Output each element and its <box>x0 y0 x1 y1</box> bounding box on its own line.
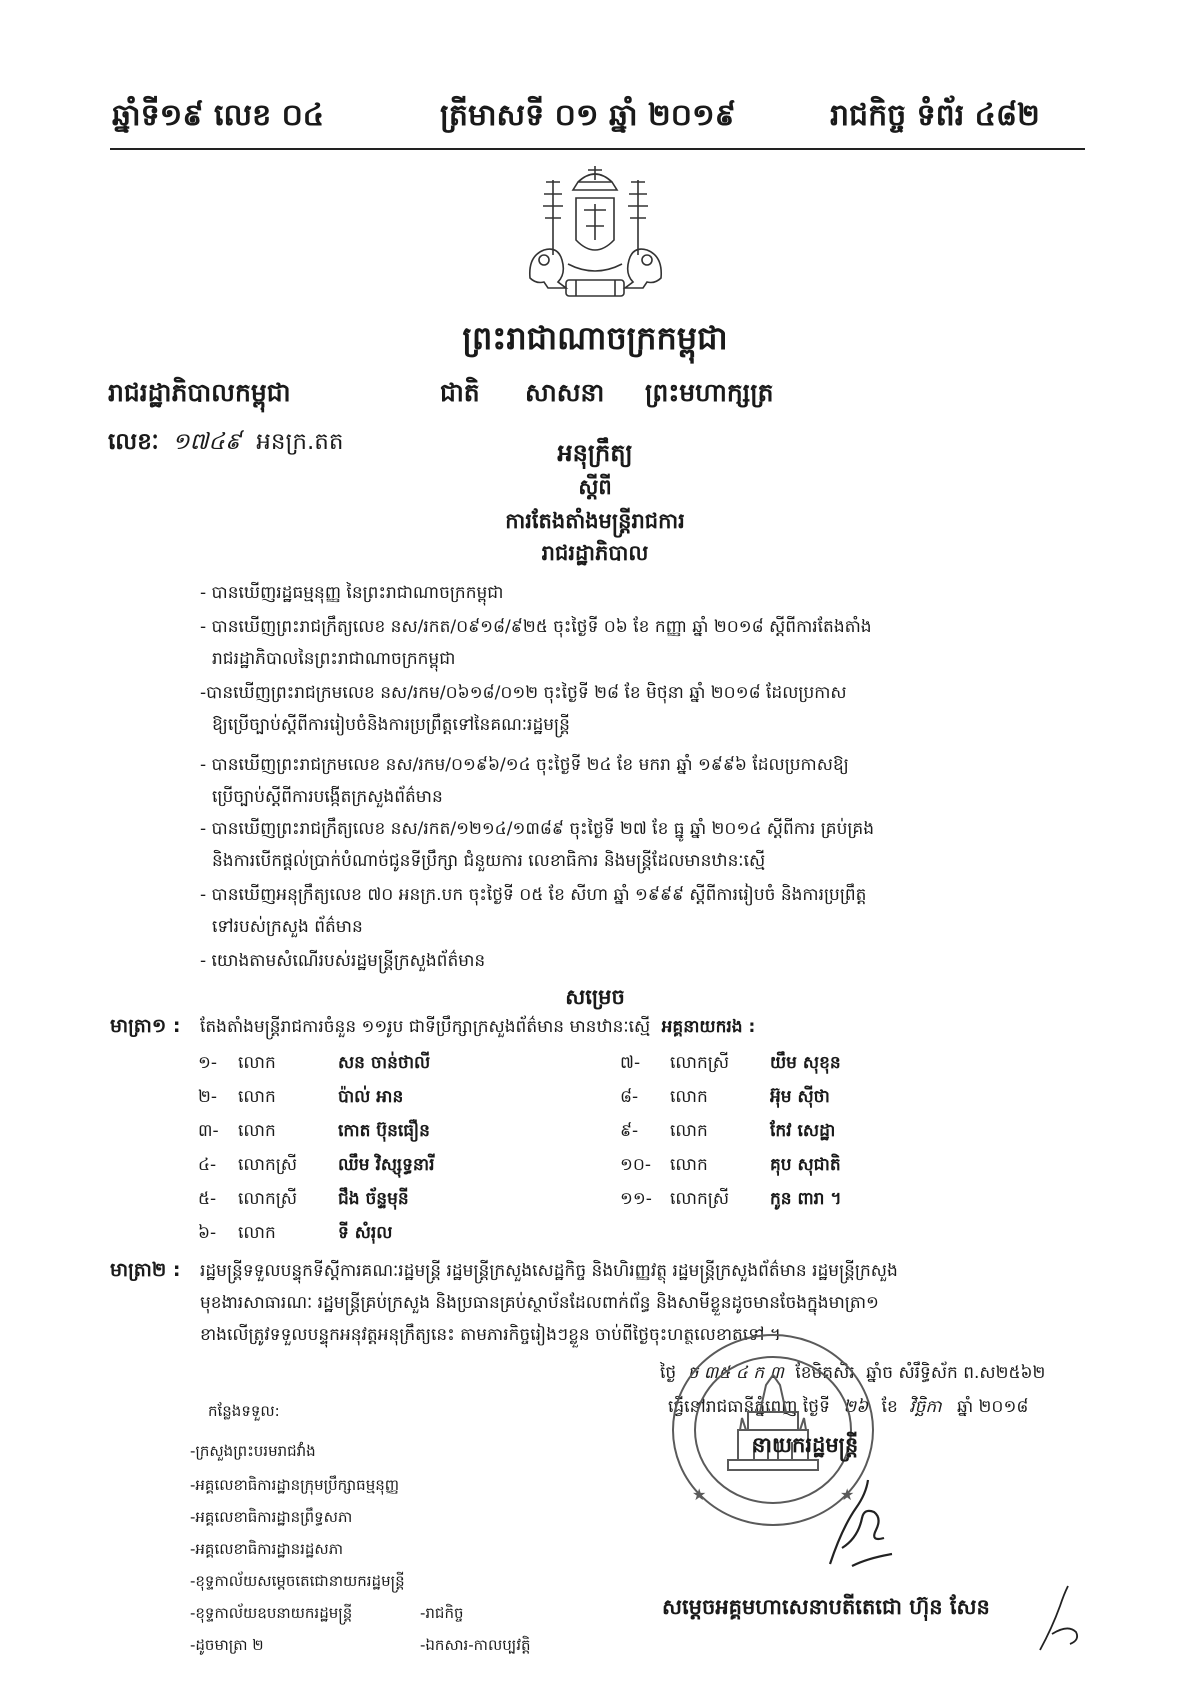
appointee-number: ៤- <box>198 1155 217 1175</box>
preamble-line: រាជរដ្ឋាភិបាលនៃព្រះរាជាណាចក្រកម្ពុជា <box>212 649 456 669</box>
svg-text:★: ★ <box>692 1485 707 1504</box>
solar-year: ឆ្នាំ ២០១៨ <box>956 1397 1029 1417</box>
preamble-line: - បានឃើញព្រះរាជក្រឹត្យលេខ នស/រកត/១២១៤/១៣៨៩ ចុះថ្ងៃទី ២៧ ខែ ធ្នូ ឆ្នាំ ២០១៤ ស្ដីពីការ គ្រប់គ្រង <box>200 819 875 839</box>
recipients-heading: កន្លែងទទួល: <box>208 1402 280 1420</box>
lunar-prefix: ថ្ងៃ <box>660 1363 677 1383</box>
appointee-title: លោក <box>238 1087 276 1107</box>
solar-month: វិច្ឆិកា <box>909 1397 942 1417</box>
preamble-line: និងការបើកផ្ដល់ប្រាក់បំណាច់ជូនទីប្រឹក្សា ជំនួយការ លេខាធិការ និងមន្ត្រីដែលមានឋានៈស្មើ <box>212 851 766 871</box>
appointee-row <box>198 1086 403 1111</box>
appointee-row <box>620 1188 842 1213</box>
motto-king: ព្រះមហាក្សត្រ <box>645 378 774 407</box>
appointee-title: លោក <box>238 1053 276 1073</box>
ref-number <box>108 428 343 461</box>
article2-line: មុខងារសាធារណៈ រដ្ឋមន្ត្រីគ្រប់ក្រសួង និងប្រធានគ្រប់ស្ថាប័នដែលពាក់ព័ន្ធ និងសាមីខ្លួនដូចមានចែងក្នុងមាត្រា១ <box>200 1293 879 1313</box>
recipient-item: -ដូចមាត្រា ២ <box>190 1636 264 1654</box>
decision-heading: សម្រេច <box>565 985 625 1009</box>
appointee-title: លោកស្រី <box>670 1189 730 1209</box>
preamble-line: ឱ្យប្រើច្បាប់ស្ដីពីការរៀបចំនិងការប្រព្រឹត្តទៅនៃគណៈរដ្ឋមន្ត្រី <box>212 715 570 735</box>
recipient-item: -អគ្គលេខាធិការដ្ឋានព្រឹទ្ធសភា <box>190 1508 353 1526</box>
appointee-row <box>198 1052 430 1077</box>
svg-text:★: ★ <box>840 1485 855 1504</box>
article2-line: ខាងលើត្រូវទទួលបន្ទុកអនុវត្តអនុក្រឹត្យនេះ តាមភារកិច្ចរៀងៗខ្លួន ចាប់ពីថ្ងៃចុះហត្ថលេខាតទៅ ។ <box>200 1325 781 1345</box>
appointee-row <box>198 1120 430 1145</box>
preamble-line: - យោងតាមសំណើរបស់រដ្ឋមន្ត្រីក្រសួងព័ត៌មាន <box>200 951 486 971</box>
appointee-row <box>198 1188 409 1213</box>
solar-day: ២៦ <box>843 1397 869 1417</box>
doc-issuer: រាជរដ្ឋាភិបាល <box>541 541 649 565</box>
article1-body: តែងតាំងមន្ត្រីរាជការចំនួន ១១រូប ជាទីប្រឹក្សាក្រសួងព័ត៌មាន មានឋានៈស្មើ <box>200 1017 651 1037</box>
kingdom-title: ព្រះរាជាណាចក្រកម្ពុជា <box>462 319 728 357</box>
preamble-line: - បានឃើញរដ្ឋធម្មនុញ្ញ នៃព្រះរាជាណាចក្រកម្ពុជា <box>200 583 504 603</box>
ref-handwritten-number: ១៧៤៩ <box>172 429 241 455</box>
article2-label: មាត្រា២ : <box>110 1259 181 1281</box>
preamble-line: - បានឃើញព្រះរាជក្រមលេខ នស/រកម/០១៩៦/១៤ ចុះថ្ងៃទី ២៤ ខែ មករា ឆ្នាំ ១៩៩៦ ដែលប្រកាសឱ្យ <box>200 755 849 775</box>
appointee-name: កែវ សេដ្ឋា <box>770 1121 836 1141</box>
appointee-name: ទី សំរុល <box>338 1223 393 1243</box>
recipient-item: -ខុទ្ទកាល័យឧបនាយករដ្ឋមន្ត្រី <box>190 1604 353 1622</box>
appointee-number: ១០- <box>620 1155 652 1175</box>
header-rule <box>110 148 1085 150</box>
signatory-name: សម្ដេចអគ្គមហាសេនាបតីតេជោ ហ៊ុន សែន <box>662 1595 990 1619</box>
lunar-year: ឆ្នាំច សំរឹទ្ធិស័ក ព.ស២៥៦២ <box>866 1363 1046 1383</box>
motto-nation: ជាតិ <box>440 378 480 407</box>
appointee-row <box>620 1052 841 1077</box>
doc-about: ស្ដីពី <box>578 475 612 499</box>
government-name: រាជរដ្ឋាភិបាលកម្ពុជា <box>108 378 291 407</box>
appointee-row <box>198 1222 392 1247</box>
appointee-name: ប៉ាល់ អាន <box>338 1087 404 1107</box>
header-issue: ឆ្នាំទី១៩ លេខ ០៤ <box>112 98 325 133</box>
doc-type: អនុក្រឹត្យ <box>557 439 633 467</box>
appointee-number: ៥- <box>198 1189 217 1209</box>
appointee-title: លោក <box>670 1155 708 1175</box>
preamble-line: -បានឃើញព្រះរាជក្រមលេខ នស/រកម/០៦១៨/០១២ ចុះថ្ងៃទី ២៨ ខែ មិថុនា ឆ្នាំ ២០១៨ ដែលប្រកាស <box>200 683 847 703</box>
appointee-name: យឹម សុខុន <box>770 1053 841 1073</box>
month-label: ខែ <box>881 1397 898 1417</box>
appointee-row <box>198 1154 434 1179</box>
preamble-line: - បានឃើញអនុក្រឹត្យលេខ ៧០ អនក្រ.បក ចុះថ្ងៃទី ០៥ ខែ សីហា ឆ្នាំ ១៩៩៩ ស្ដីពីការរៀបចំ និងការប្រព្រឹត្ត <box>200 885 867 905</box>
ref-code: អនក្រ.តត <box>256 429 344 455</box>
appointee-name: ឈឹម វិស្សុទ្ធនារី <box>338 1155 435 1175</box>
preamble-line: ទៅរបស់ក្រសួង ព័ត៌មាន <box>212 917 363 937</box>
appointee-title: លោកស្រី <box>238 1155 298 1175</box>
signature-title: នាយករដ្ឋមន្ត្រី <box>752 1433 859 1457</box>
appointee-name: ជឹង ច័ន្ទមុនី <box>338 1189 409 1209</box>
appointee-title: លោក <box>670 1121 708 1141</box>
appointee-title: លោក <box>670 1087 708 1107</box>
ref-label: លេខៈ <box>108 429 159 455</box>
article1-rank: អគ្គនាយករង : <box>661 1017 756 1037</box>
recipient-item: -រាជកិច្ច <box>420 1604 464 1622</box>
preamble-line: ប្រើច្បាប់ស្ដីពីការបង្កើតក្រសួងព័ត៌មាន <box>212 787 443 807</box>
appointee-name: អ៊ុម ស៊ីថា <box>770 1087 830 1107</box>
appointee-number: ៦- <box>198 1223 217 1243</box>
appointee-number: ៨- <box>620 1087 639 1107</box>
appointee-title: លោក <box>238 1121 276 1141</box>
appointee-number: ៩- <box>620 1121 639 1141</box>
appointee-row <box>620 1086 830 1111</box>
recipient-item: -អគ្គលេខាធិការដ្ឋានរដ្ឋសភា <box>190 1540 343 1558</box>
recipient-item: -ក្រសួងព្រះបរមរាជវាំង <box>190 1442 316 1460</box>
appointee-number: ៣- <box>198 1121 219 1141</box>
recipient-item: -ខុទ្ទកាល័យសម្ដេចតេជោនាយករដ្ឋមន្ត្រី <box>190 1572 405 1590</box>
header-quarter: ត្រីមាសទី ០១ ឆ្នាំ ២០១៩ <box>440 98 736 133</box>
appointee-name: កូន ពារា ។ <box>770 1189 842 1209</box>
recipient-item: -អគ្គលេខាធិការដ្ឋានក្រុមប្រឹក្សាធម្មនុញ្ញ <box>190 1476 400 1494</box>
lunar-month: ខែមិគសិរ <box>795 1363 855 1383</box>
appointee-title: លោក <box>238 1223 276 1243</box>
place-and-day-label: ធ្វើនៅរាជធានីភ្នំពេញ ថ្ងៃទី <box>668 1397 830 1417</box>
appointee-number: ១- <box>198 1053 218 1073</box>
motto-religion: សាសនា <box>525 378 605 407</box>
header-page: រាជកិច្ច ទំព័រ ៤៨២ <box>830 98 1040 133</box>
lunar-day: ច ៣៥ ៤ ក ៣ <box>687 1363 784 1383</box>
recipient-item: -ឯកសារ-កាលប្បវត្តិ <box>420 1636 531 1654</box>
article1-label: មាត្រា១ : <box>110 1015 181 1037</box>
handwritten-signature-icon <box>822 1468 902 1578</box>
article1-text <box>200 1016 755 1041</box>
appointee-name: សន ចាន់ថាលី <box>338 1053 431 1073</box>
appointee-row <box>620 1120 835 1145</box>
preamble-line: - បានឃើញព្រះរាជក្រឹត្យលេខ នស/រកត/០៩១៨/៩២៥ ចុះថ្ងៃទី ០៦ ខែ កញ្ញា ឆ្នាំ ២០១៨ ស្ដីពីការតែងតាំង <box>200 617 872 637</box>
article2-line: រដ្ឋមន្ត្រីទទួលបន្ទុកទីស្ដីការគណៈរដ្ឋមន្ត្រី រដ្ឋមន្ត្រីក្រសួងសេដ្ឋកិច្ច និងហិរញ្ញវត្ថុ រដ្ឋមន្ត្រីក្រសួងព័ត៌មាន រដ្ឋមន្ត្រីក្រសួង <box>200 1261 898 1281</box>
initials-mark-icon <box>1030 1576 1090 1656</box>
appointee-row <box>620 1154 841 1179</box>
doc-subject: ការតែងតាំងមន្ត្រីរាជការ <box>505 509 685 533</box>
appointee-name: គុប សុជាតិ <box>770 1155 841 1175</box>
appointee-number: ១១- <box>620 1189 652 1209</box>
appointee-number: ៧- <box>620 1053 641 1073</box>
appointee-name: កោត ប៊ុនធឿន <box>338 1121 430 1141</box>
royal-coat-of-arms-icon <box>518 160 673 310</box>
appointee-title: លោកស្រី <box>670 1053 730 1073</box>
appointee-title: លោកស្រី <box>238 1189 298 1209</box>
appointee-number: ២- <box>198 1087 218 1107</box>
